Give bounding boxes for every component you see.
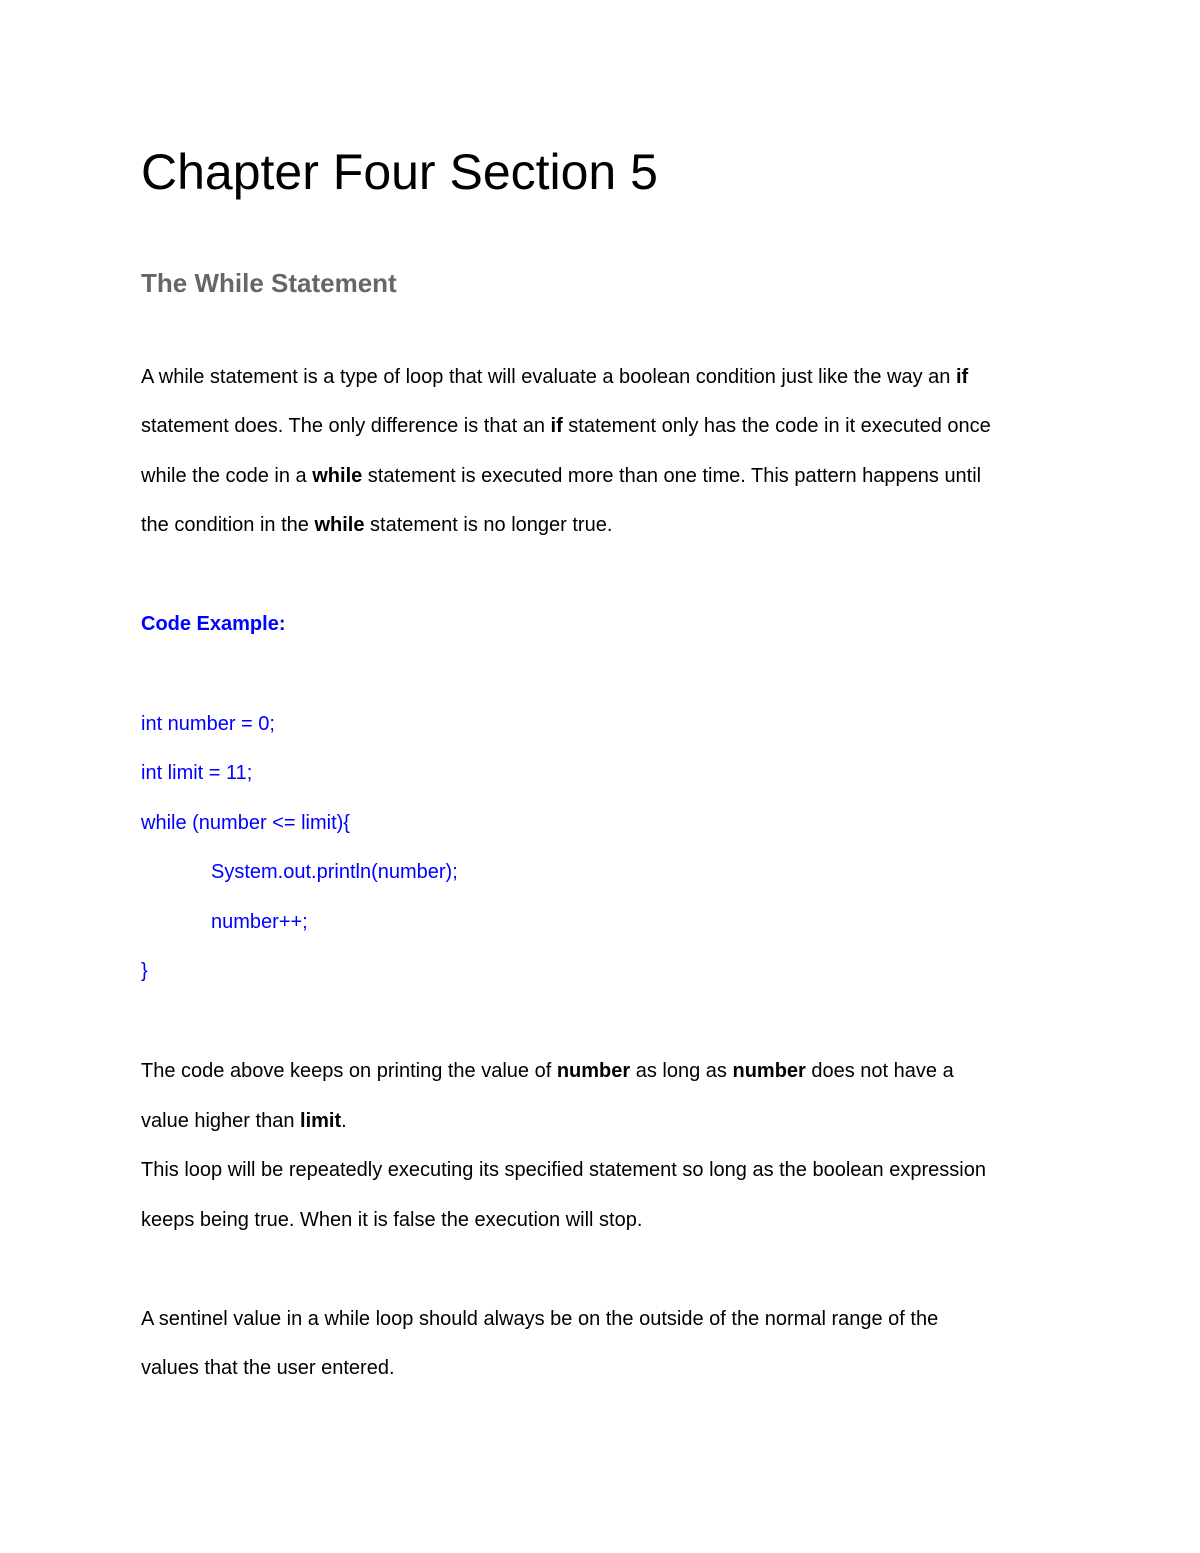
- keyword-if: if: [955, 366, 969, 388]
- explain-text: does not have a: [805, 1060, 954, 1082]
- explain-line-4: keeps being true. When it is false the execution will stop.: [141, 1209, 643, 1231]
- intro-text: A while statement is a type of loop that will evaluate a boolean condition just like the way an: [141, 366, 956, 388]
- page-title: Chapter Four Section 5: [141, 144, 658, 200]
- keyword-while: while: [314, 514, 365, 536]
- sentinel-line-1: A sentinel value in a while loop should always be on the outside of the normal range of the: [141, 1308, 939, 1330]
- keyword-number: number: [556, 1060, 631, 1082]
- code-example-heading: Code Example:: [141, 613, 286, 635]
- intro-line-1: [141, 364, 968, 390]
- explain-text: .: [341, 1110, 347, 1132]
- explain-text: value higher than: [141, 1110, 301, 1132]
- code-line-5: number++;: [211, 911, 308, 933]
- section-subtitle: The While Statement: [141, 268, 397, 298]
- keyword-while: while: [312, 465, 363, 487]
- explain-text: The code above keeps on printing the value of: [141, 1060, 557, 1082]
- intro-line-2: [141, 413, 991, 439]
- intro-text: statement only has the code in it executed once: [562, 415, 991, 437]
- explain-line-1: [141, 1058, 954, 1084]
- intro-text: statement is executed more than one time. This pattern happens until: [362, 465, 982, 487]
- code-line-2: int limit = 11;: [141, 762, 253, 784]
- keyword-limit: limit: [300, 1110, 342, 1132]
- explain-text: as long as: [630, 1060, 733, 1082]
- intro-text: statement is no longer true.: [364, 514, 613, 536]
- keyword-if: if: [550, 415, 563, 437]
- intro-text: statement does. The only difference is that an: [141, 415, 551, 437]
- explain-line-3: This loop will be repeatedly executing its specified statement so long as the boolean expression: [141, 1159, 986, 1181]
- explain-line-2: [141, 1108, 347, 1134]
- code-line-1: int number = 0;: [141, 713, 275, 735]
- intro-text: while the code in a: [141, 465, 313, 487]
- code-line-4: System.out.println(number);: [211, 861, 458, 883]
- code-line-3: while (number <= limit){: [141, 812, 350, 834]
- intro-line-3: [141, 463, 981, 489]
- intro-line-4: [141, 512, 612, 538]
- code-line-6: }: [141, 960, 148, 982]
- intro-text: the condition in the: [141, 514, 315, 536]
- keyword-number: number: [732, 1060, 806, 1082]
- sentinel-line-2: values that the user entered.: [141, 1357, 395, 1379]
